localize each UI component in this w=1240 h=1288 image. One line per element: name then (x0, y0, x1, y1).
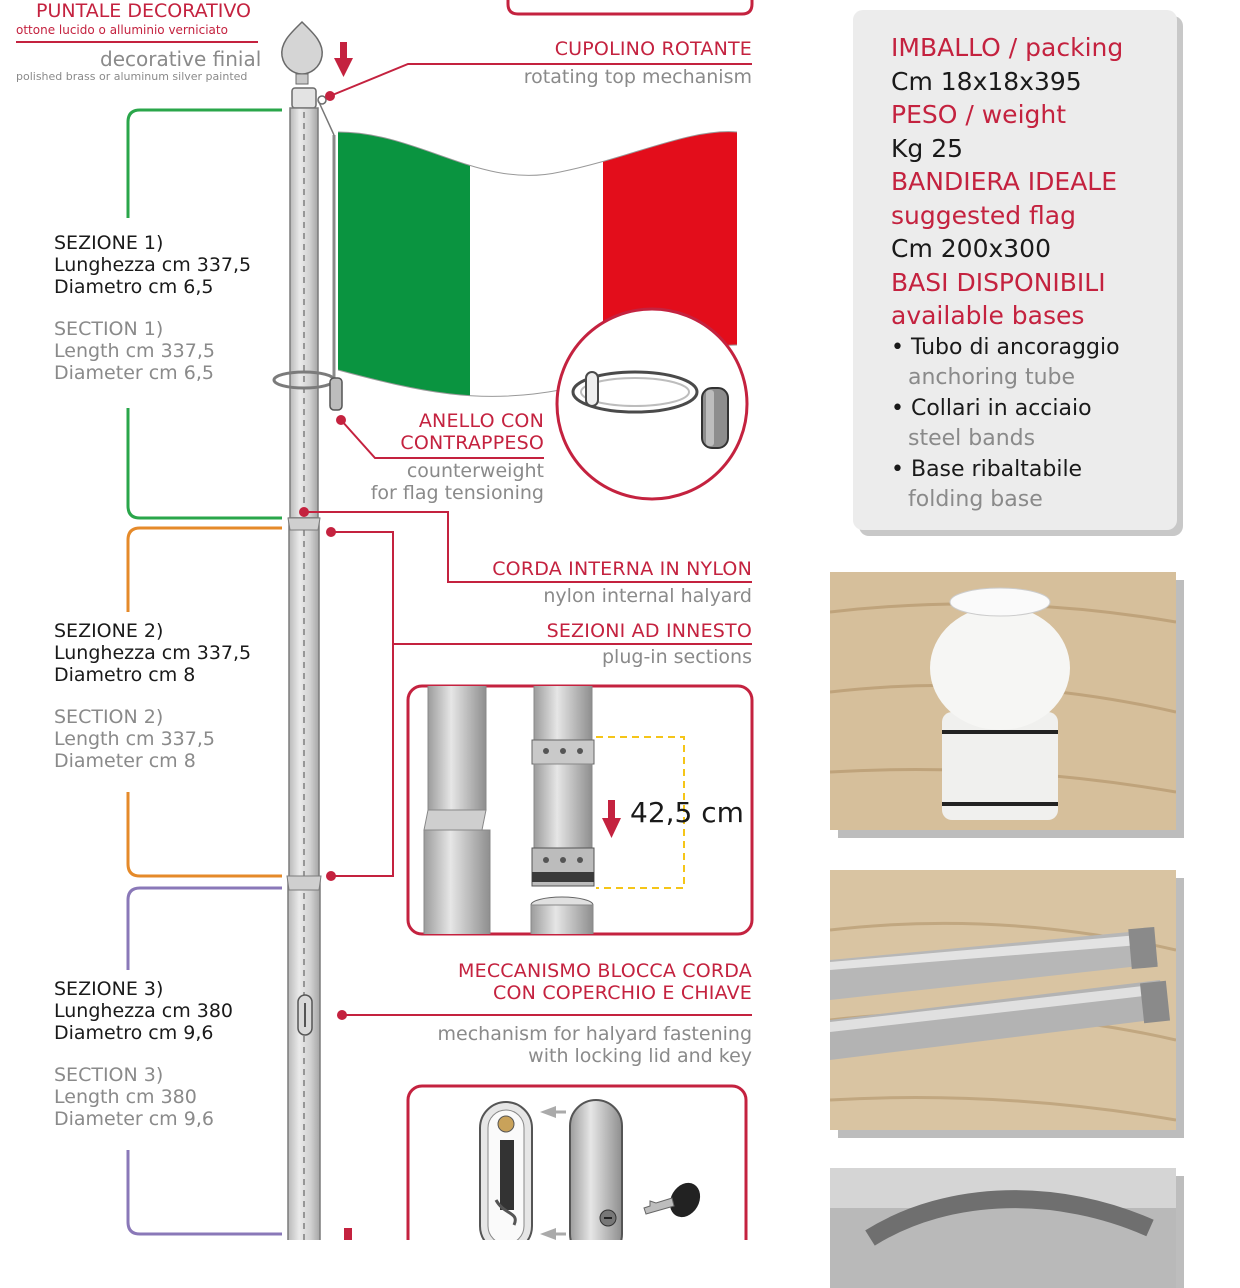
section-2-text (54, 620, 251, 772)
section-2-diameter-en: Diameter cm 8 (54, 750, 196, 772)
photo-rotating-top (830, 572, 1176, 830)
base-item-en: anchoring tube (908, 365, 1076, 390)
weight-label: PESO / weight (891, 100, 1067, 129)
base-item-it: Base ribaltabile (910, 456, 1083, 482)
base-item-en: steel bands (908, 426, 1036, 451)
base-item: • Tubo di ancoraggio (891, 334, 1120, 360)
packing-label: IMBALLO / packing (891, 33, 1124, 62)
plugin-label: SEZIONI AD INNESTO (546, 620, 752, 642)
lock-label-en-2: with locking lid and key (528, 1045, 752, 1067)
section-2-diameter: Diametro cm 8 (54, 664, 196, 686)
section-3-length-en: Length cm 380 (54, 1086, 197, 1108)
section-2-length-en: Length cm 337,5 (54, 728, 215, 750)
section-1-diameter-en: Diameter cm 6,5 (54, 362, 214, 384)
packing-value: Cm 18x18x395 (891, 66, 1082, 96)
spec-card (853, 10, 1177, 530)
finial-subtitle: ottone lucido o alluminio verniciato (16, 23, 228, 37)
flag-label-it: BANDIERA IDEALE (891, 167, 1118, 196)
ring-label-2: CONTRAPPESO (400, 432, 544, 454)
section-1-title: SEZIONE 1) (54, 232, 164, 254)
section-3-text (54, 978, 233, 1130)
ring-label-en-2: for flag tensioning (370, 482, 544, 504)
lock-label-2: CON COPERCHIO E CHIAVE (493, 982, 752, 1004)
section-2-title-en: SECTION 2) (54, 706, 164, 728)
finial-icon (282, 22, 322, 84)
photo-pole-detail-illustration (830, 1168, 1176, 1288)
bases-label-en: available bases (891, 301, 1085, 330)
section-1-title-en: SECTION 1) (54, 318, 164, 340)
ring-label-1: ANELLO CON (418, 410, 544, 432)
base-item: • Collari in acciaio (891, 395, 1092, 421)
finial-en-subtitle: polished brass or aluminum silver painted (16, 70, 248, 83)
rotating-top (292, 88, 316, 108)
lock-label-1: MECCANISMO BLOCCA CORDA (458, 960, 752, 982)
photo-pole-detail (830, 1168, 1176, 1288)
rotating-top-label: CUPOLINO ROTANTE (554, 38, 752, 60)
section-1-length-en: Length cm 337,5 (54, 340, 215, 362)
bottom-arrow-icon (344, 1228, 352, 1240)
section-3-title-en: SECTION 3) (54, 1064, 164, 1086)
halyard-label: CORDA INTERNA IN NYLON (492, 558, 752, 580)
section-3-diameter: Diametro cm 9,6 (54, 1022, 214, 1044)
base-item: • Base ribaltabile (891, 456, 1083, 482)
section-1-text (54, 232, 251, 384)
base-item-it: Tubo di ancoraggio (910, 334, 1120, 360)
base-item-en: folding base (908, 487, 1043, 512)
plugin-label-en: plug-in sections (602, 646, 752, 668)
plugin-measure: 42,5 cm (630, 796, 744, 829)
flag-value: Cm 200x300 (891, 234, 1051, 263)
finial-en-title: decorative finial (100, 47, 262, 71)
section-3-diameter-en: Diameter cm 9,6 (54, 1108, 214, 1130)
photo-plug-in-sections (830, 870, 1176, 1130)
lock-label-en-1: mechanism for halyard fastening (437, 1023, 752, 1045)
photo-plug-in-illustration (830, 870, 1176, 1130)
section-1-length: Lunghezza cm 337,5 (54, 254, 252, 276)
down-arrow-icon (334, 42, 353, 77)
base-item-it: Collari in acciaio (910, 395, 1092, 421)
photo-rotating-top-illustration (830, 572, 1176, 830)
halyard-label-en: nylon internal halyard (543, 585, 752, 607)
rotating-top-label-en: rotating top mechanism (523, 66, 752, 88)
ring-label-en-1: counterweight (406, 460, 544, 482)
section-2-title: SEZIONE 2) (54, 620, 164, 642)
top-detail-frame (508, 0, 752, 14)
section-3-length: Lunghezza cm 380 (54, 1000, 234, 1022)
section-3-title: SEZIONE 3) (54, 978, 164, 1000)
flag-label-en: suggested flag (891, 200, 1076, 230)
bases-label-it: BASI DISPONIBILI (891, 267, 1106, 297)
section-1-diameter: Diametro cm 6,5 (54, 276, 214, 298)
weight-value: Kg 25 (891, 133, 964, 163)
finial-title: PUNTALE DECORATIVO (36, 0, 251, 22)
section-2-length: Lunghezza cm 337,5 (54, 642, 252, 664)
